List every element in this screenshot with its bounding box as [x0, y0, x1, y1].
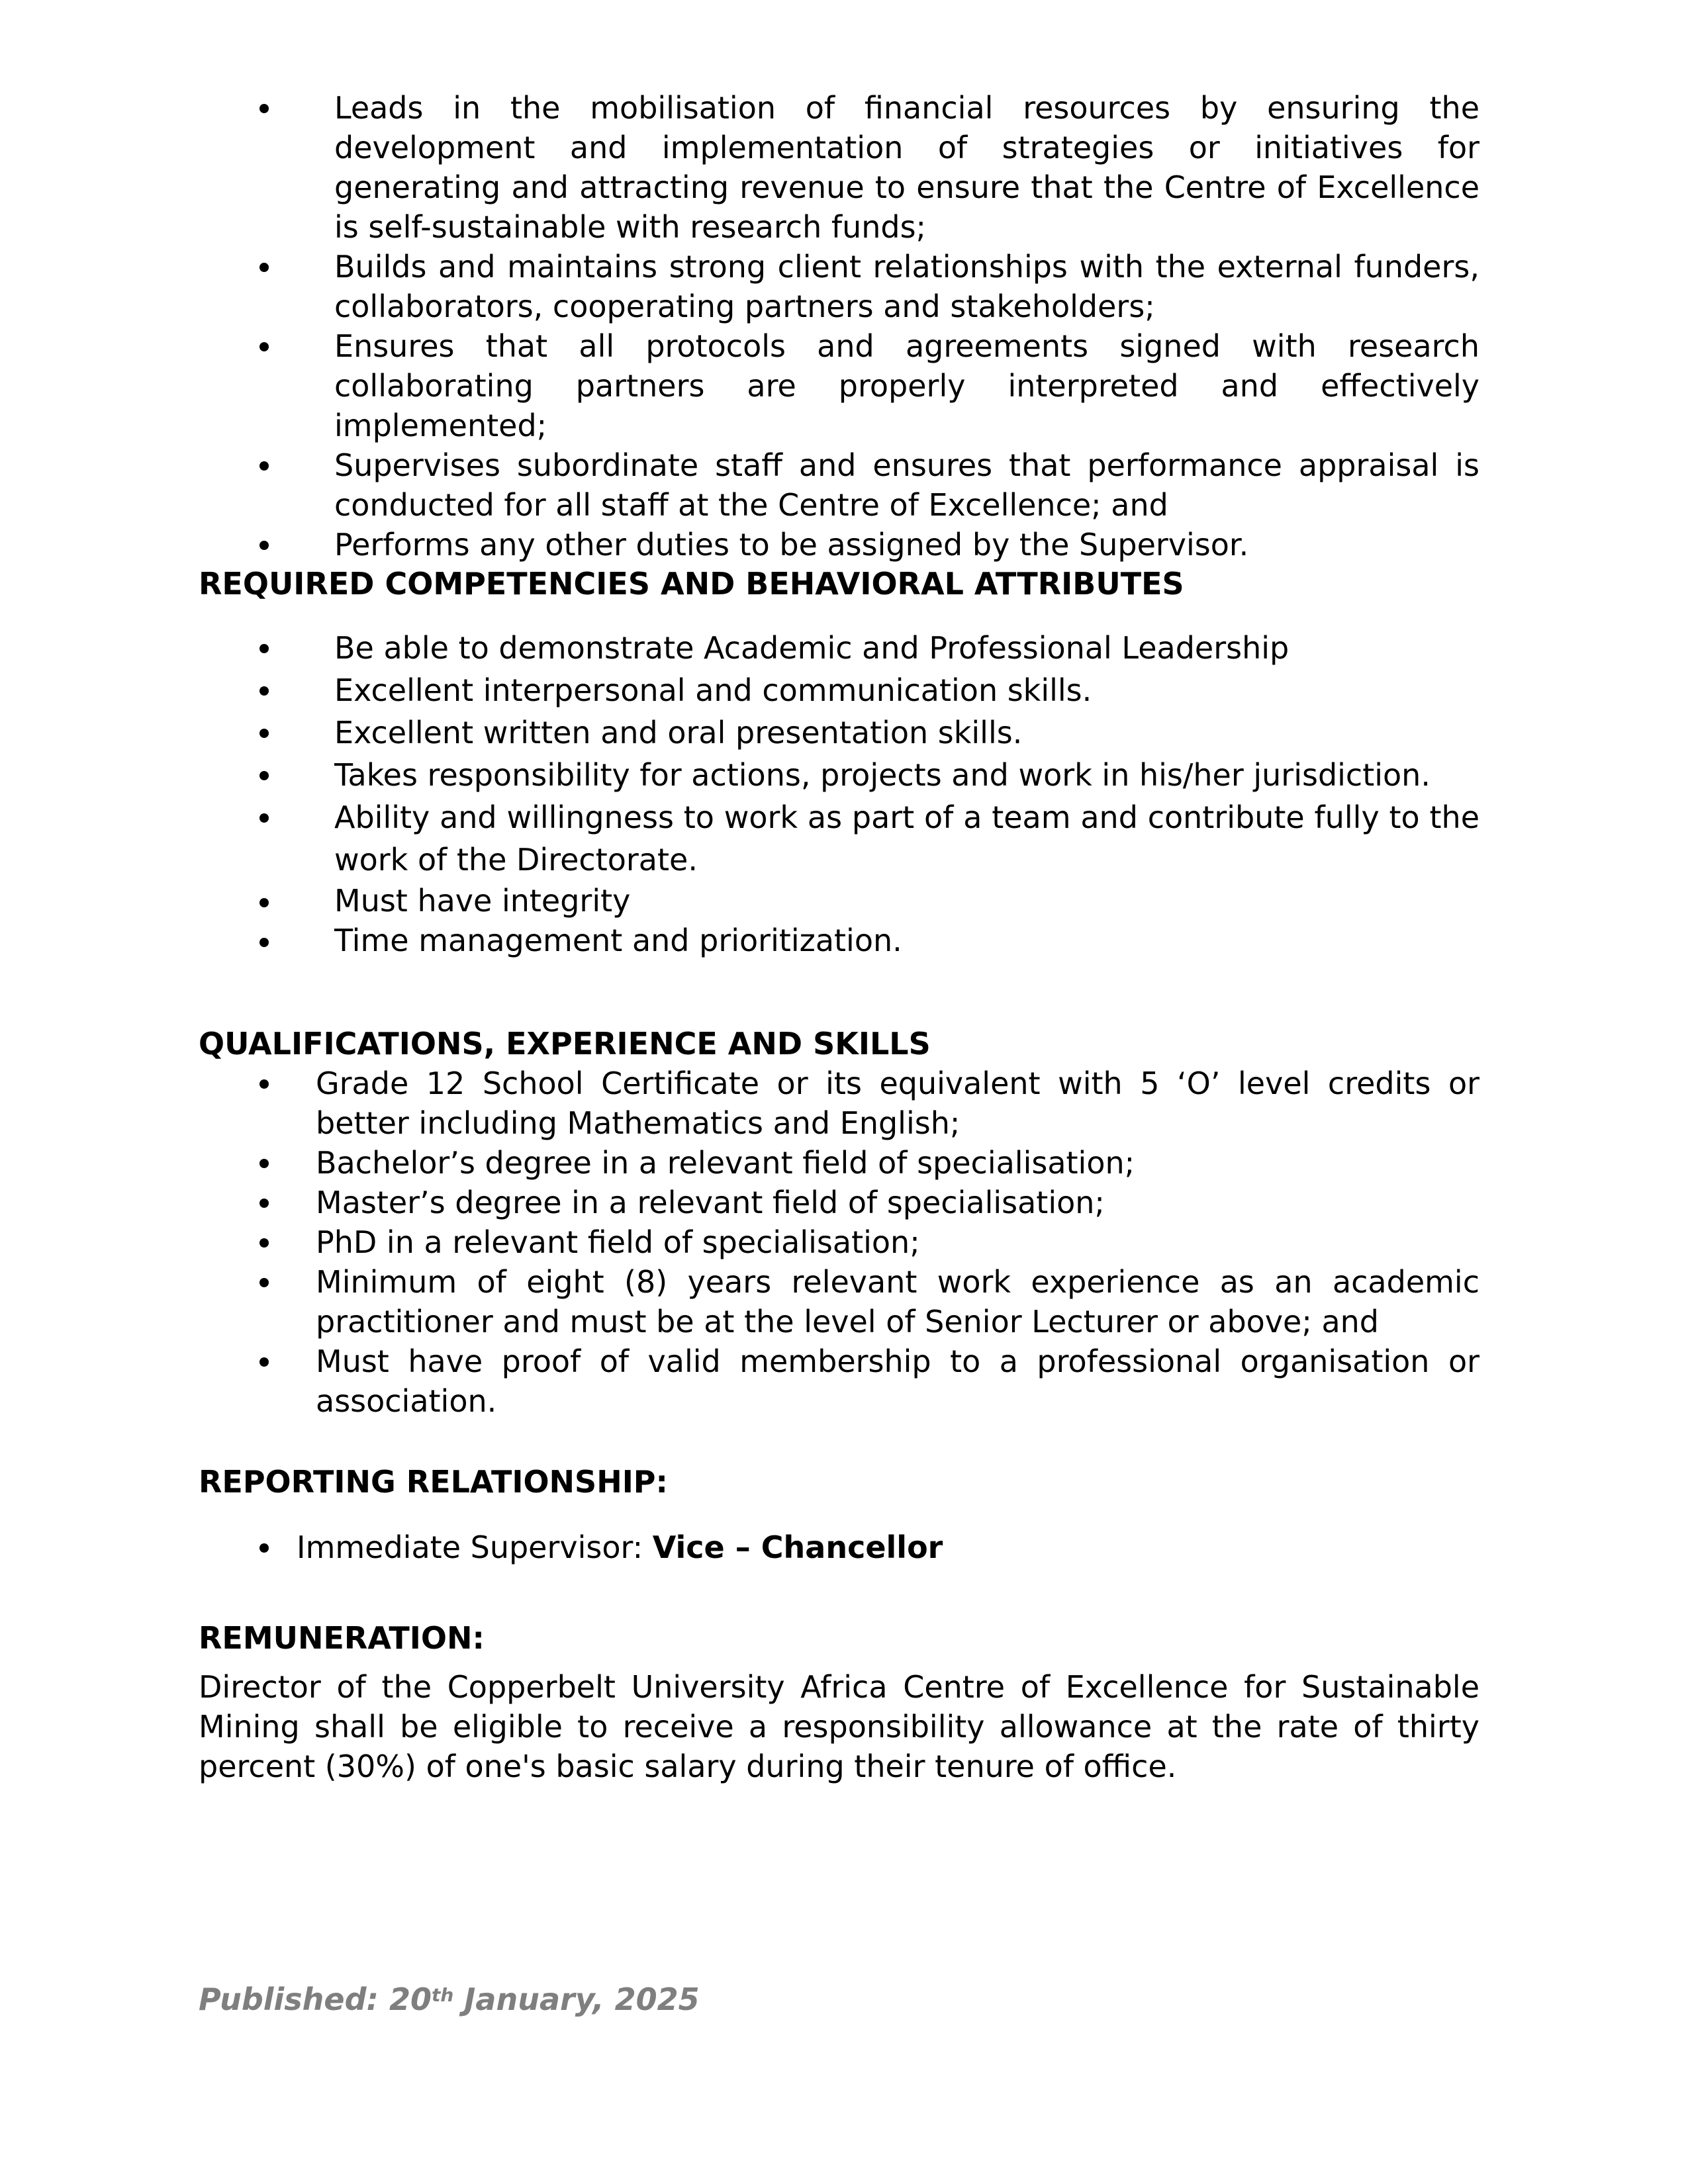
bullet-icon: [259, 1079, 269, 1089]
bullet-icon: [259, 1543, 269, 1553]
bullet-icon: [259, 729, 269, 738]
list-item: Must have proof of valid membership to a professional organisation or association.: [199, 1342, 1479, 1421]
document-page: [199, 0, 1479, 2184]
list-item: Excellent written and oral presentation skills.: [199, 711, 1479, 754]
bullet-icon: [259, 644, 269, 653]
bullet-icon: [259, 898, 269, 907]
list-item: Takes responsibility for actions, projects and work in his/her jurisdiction.: [199, 754, 1479, 796]
bullet-icon: [259, 1159, 269, 1168]
supervisor-line: [199, 1527, 1479, 1567]
reporting-heading: REPORTING RELATIONSHIP:: [199, 1464, 668, 1500]
competencies-heading: REQUIRED COMPETENCIES AND BEHAVIORAL ATTRIBUTES: [199, 566, 1184, 602]
bullet-icon: [259, 1199, 269, 1208]
bullet-icon: [259, 938, 269, 947]
bullet-icon: [259, 686, 269, 696]
remuneration-heading: REMUNERATION:: [199, 1620, 485, 1656]
competencies-list: [199, 627, 1479, 960]
list-item: Ensures that all protocols and agreements signed with research collaborating partners are properly interpreted and effectively implemented;: [199, 326, 1479, 445]
list-item: Minimum of eight (8) years relevant work experience as an academic practitioner and must be at the level of Senior Lecturer or above; and: [199, 1262, 1479, 1342]
bullet-icon: [259, 461, 269, 471]
list-item: Leads in the mobilisation of financial resources by ensuring the development and implementation of strategies or initiatives for generating and attracting revenue to ensure that the Centre of Excellence is self-sustainable with research funds;: [199, 88, 1479, 247]
duties-list: [199, 88, 1479, 565]
bullet-icon: [259, 1238, 269, 1248]
supervisor-value: Vice – Chancellor: [652, 1529, 943, 1565]
list-item: Must have integrity: [199, 881, 1479, 921]
bullet-icon: [259, 771, 269, 780]
list-item: Master’s degree in a relevant field of specialisation;: [199, 1183, 1479, 1222]
list-item: Builds and maintains strong client relationships with the external funders, collaborators, cooperating partners and stakeholders;: [199, 247, 1479, 326]
remuneration-text: Director of the Copperbelt University Africa Centre of Excellence for Sustainable Mining shall be eligible to receive a responsibility allowance at the rate of thirty percent (30%) of one's basic salary during their tenure of office.: [199, 1669, 1479, 1784]
bullet-icon: [259, 813, 269, 823]
qualifications-list: [199, 1064, 1479, 1421]
list-item: Grade 12 School Certificate or its equivalent with 5 ‘O’ level credits or better including Mathematics and English;: [199, 1064, 1479, 1143]
list-item: PhD in a relevant field of specialisation;: [199, 1222, 1479, 1262]
bullet-icon: [259, 104, 269, 113]
list-item: Time management and prioritization.: [199, 921, 1479, 960]
bullet-icon: [259, 1357, 269, 1367]
list-item: Excellent interpersonal and communication skills.: [199, 669, 1479, 711]
qualifications-heading: QUALIFICATIONS, EXPERIENCE AND SKILLS: [199, 1026, 931, 1062]
bullet-icon: [259, 342, 269, 351]
supervisor-label: Immediate Supervisor:: [297, 1529, 653, 1565]
bullet-icon: [259, 1278, 269, 1287]
list-item: Supervises subordinate staff and ensures that performance appraisal is conducted for all staff at the Centre of Excellence; and: [199, 445, 1479, 525]
list-item: Be able to demonstrate Academic and Professional Leadership: [199, 627, 1479, 669]
published-date: Published: 20th January, 2025: [199, 1981, 700, 2017]
bullet-icon: [259, 263, 269, 272]
bullet-icon: [259, 541, 269, 550]
list-item: Bachelor’s degree in a relevant field of specialisation;: [199, 1143, 1479, 1183]
list-item: Ability and willingness to work as part of a team and contribute fully to the work of the Directorate.: [199, 796, 1479, 881]
list-item: Performs any other duties to be assigned by the Supervisor.: [199, 525, 1479, 565]
